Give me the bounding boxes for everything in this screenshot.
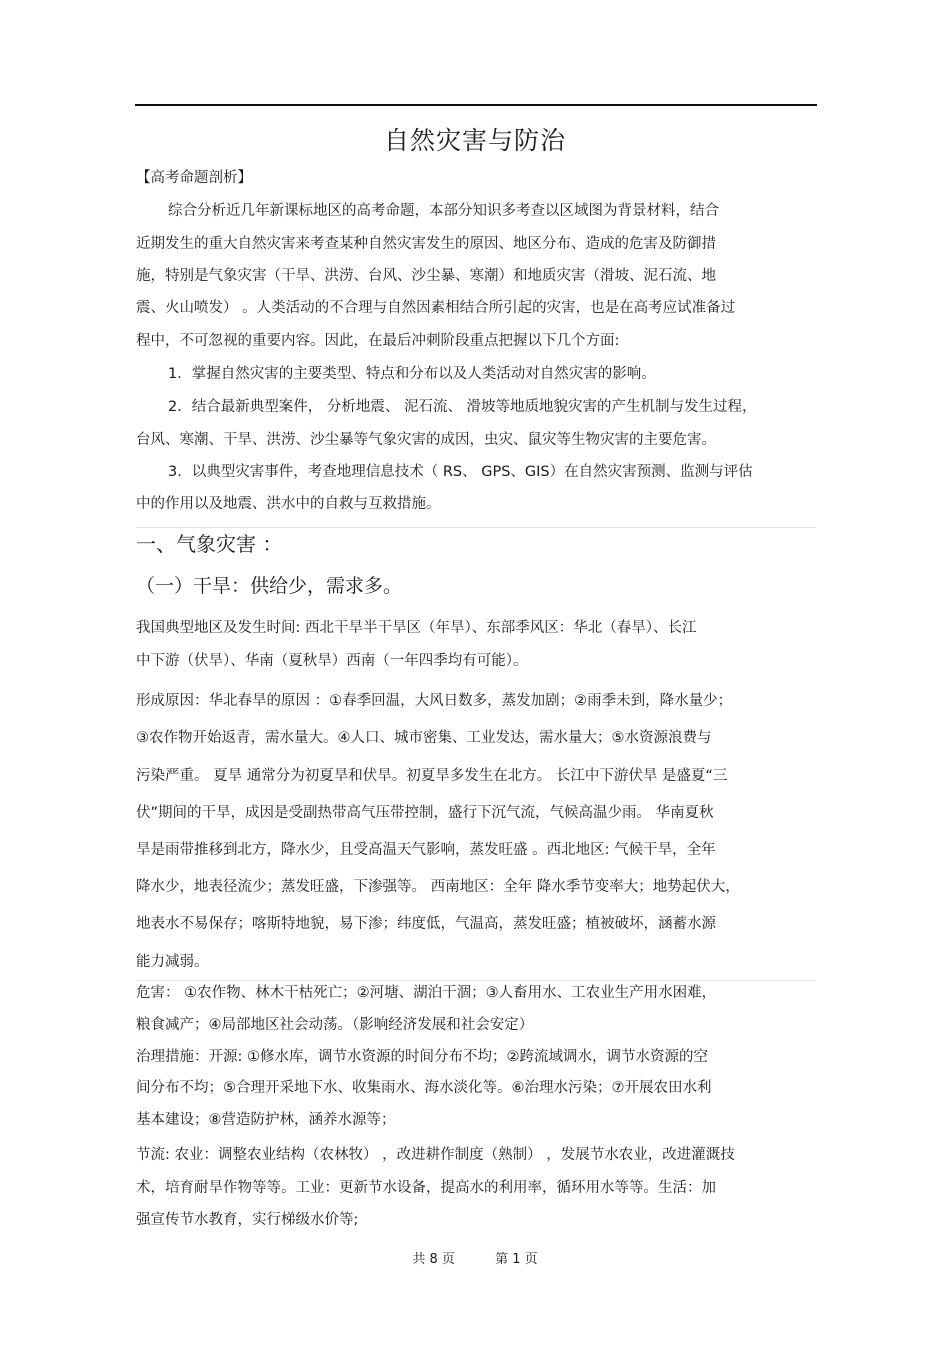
section-heading: 一、气象灾害 ： (136, 532, 283, 556)
body-line: 能力减弱。 (136, 954, 209, 970)
body-line: 形成原因：华北春旱的原因 ：①春季回温，大风日数多，蒸发加剧；②雨季未到，降水量少； (136, 693, 733, 709)
body-line: 强宣传节水教育，实行梯级水价等; (136, 1212, 359, 1228)
intro-heading: 【高考命题剖析】 (136, 170, 252, 186)
page-title: 自然灾害与防治 (383, 126, 566, 155)
intro-line: 近期发生的重大自然灾害来考查某种自然灾害发生的原因、地区分布、造成的危害及防御措 (136, 236, 716, 252)
intro-line: 震、火山喷发） 。人类活动的不合理与自然因素相结合所引起的灾害，也是在高考应试准备过 (136, 300, 736, 316)
body-line: 我国典型地区及发生时间: 西北干旱半干旱区（年旱）、东部季风区：华北（春旱）、长江 (136, 620, 697, 636)
current-page: 第 1 页 (495, 1252, 538, 1267)
intro-point: 1．掌握自然灾害的主要类型、特点和分布以及人类活动对自然灾害的影响。 (168, 366, 656, 382)
intro-point: 3．以典型灾害事件，考查地理信息技术（ RS、 GPS、GIS）在自然灾害预测、监测与评估 (168, 464, 753, 480)
subsection-heading: （一）干旱：供给少，需求多。 (136, 575, 403, 597)
body-line: 地表水不易保存；喀斯特地貌，易下渗；纬度低，气温高，蒸发旺盛；植被破坏，涵蓄水源 (136, 916, 716, 932)
intro-line: 施，特别是气象灾害（干旱、洪涝、台风、沙尘暴、寒潮）和地质灾害（滑坡、泥石流、地 (136, 268, 716, 284)
body-line: 基本建设；⑧营造防护林，涵养水源等； (136, 1112, 396, 1128)
body-line: 间分布不均；⑤合理开采地下水、收集雨水、海水淡化等。⑥治理水污染；⑦开展农田水利 (136, 1080, 712, 1096)
body-line: 降水少，地表径流少；蒸发旺盛，下渗强等。 西南地区：全年 降水季节变率大；地势起伏大， (136, 879, 740, 895)
intro-line: 台风、寒潮、干旱、洪涝、沙尘暴等气象灾害的成因，虫灾、鼠灾等生物灾害的主要危害。 (136, 432, 716, 448)
page-footer (0, 1251, 950, 1269)
body-line: 污染严重。 夏旱 通常分为初夏旱和伏旱。初夏旱多发生在北方。 长江中下游伏旱 是盛夏“三 (136, 768, 728, 784)
intro-line: 综合分析近几年新课标地区的高考命题，本部分知识多考查以区域图为背景材料，结合 (168, 203, 719, 219)
total-pages: 共 8 页 (412, 1252, 455, 1267)
intro-line: 程中，不可忽视的重要内容。因此，在最后冲刺阶段重点把握以下几个方面: (136, 333, 620, 349)
body-line: 危害： ①农作物、林木干枯死亡；②河塘、湖泊干涸；③人畜用水、工农业生产用水困难， (136, 985, 717, 1001)
intro-point: 2．结合最新典型案件， 分析地震、 泥石流、 滑坡等地质地貌灾害的产生机制与发生过程， (168, 399, 757, 415)
body-line: 粮食减产；④局部地区社会动荡。（影响经济发展和社会安定） (136, 1017, 534, 1033)
section-divider (136, 980, 816, 981)
body-line: 伏”期间的干旱，成因是受副热带高气压带控制，盛行下沉气流，气候高温少雨。 华南夏秋 (136, 805, 714, 821)
body-line: 术，培育耐旱作物等等。工业：更新节水设备，提高水的利用率，循环用水等等。生活：加 (136, 1180, 716, 1196)
body-line: ③农作物开始返青，需水量大。④人口、城市密集、工业发达，需水量大；⑤水资源浪费与 (136, 730, 712, 746)
body-line: 中下游（伏旱）、华南（夏秋旱）西南（一年四季均有可能）。 (136, 653, 528, 669)
header-rule (135, 104, 817, 106)
body-line: 旱是雨带推移到北方，降水少，且受高温天气影响，蒸发旺盛 。西北地区: 气候干旱，全年 (136, 842, 716, 858)
intro-line: 中的作用以及地震、洪水中的自救与互救措施。 (136, 496, 441, 512)
body-line: 治理措施：开源: ①修水库，调节水资源的时间分布不均；②跨流域调水，调节水资源的空 (136, 1049, 708, 1065)
body-line: 节流: 农业：调整农业结构（农林牧） ，改进耕作制度（熟制） ，发展节水农业，改进灌溉技 (136, 1147, 735, 1163)
section-divider (136, 527, 816, 528)
